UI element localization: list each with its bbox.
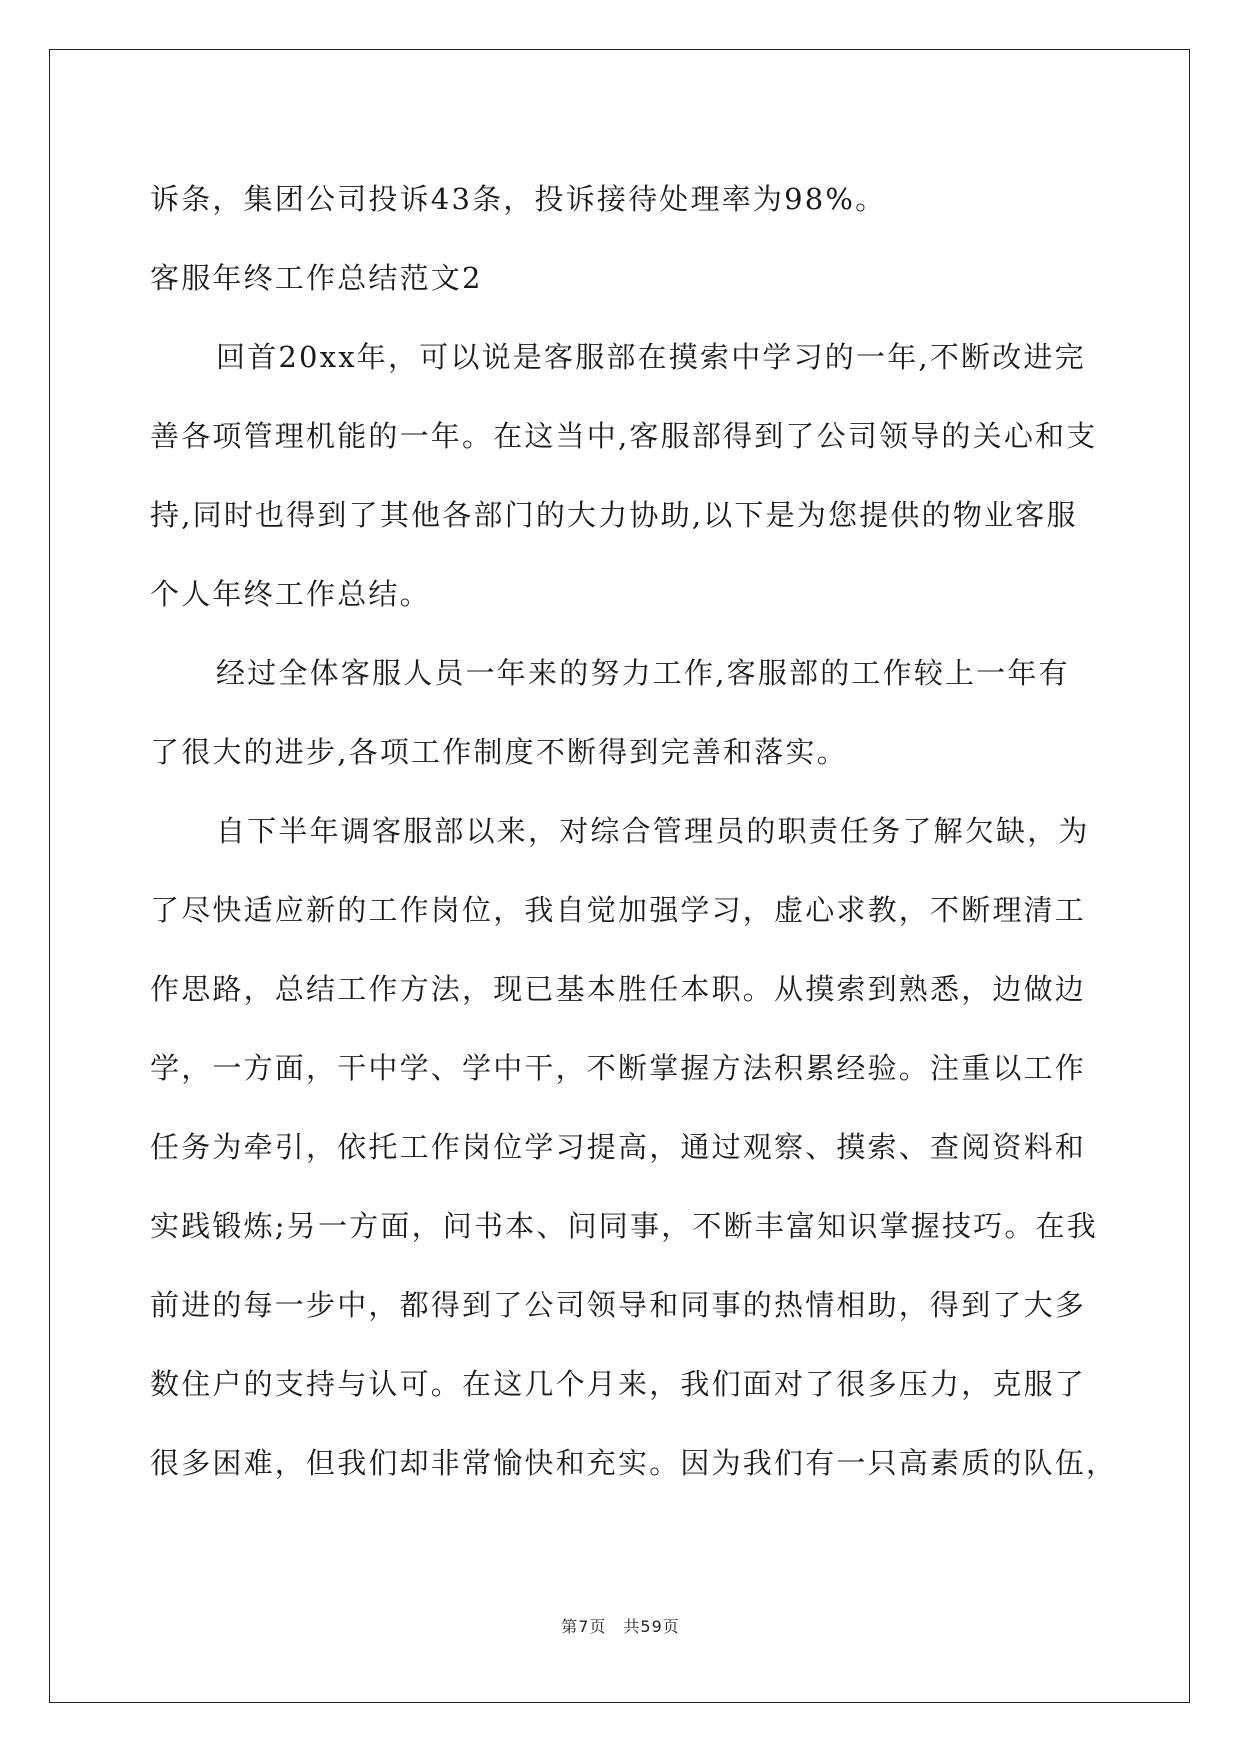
text-line: 个人年终工作总结。: [150, 577, 431, 611]
text-line: 很多困难，但我们却非常愉快和充实。因为我们有一只高素质的队伍，: [150, 1446, 1118, 1480]
text-line: 数住户的支持与认可。在这几个月来，我们面对了很多压力，克服了: [150, 1367, 1087, 1401]
paragraph-start-line: 自下半年调客服部以来，对综合管理员的职责任务了解欠缺，为: [216, 814, 1090, 848]
text-line: 诉条，集团公司投诉43条，投诉接待处理率为98%。: [150, 182, 887, 216]
paragraph-start-line: 经过全体客服人员一年来的努力工作,客服部的工作较上一年有: [216, 656, 1070, 690]
text-line: 作思路，总结工作方法，现已基本胜任本职。从摸索到熟悉，边做边: [150, 972, 1087, 1006]
section-heading: 客服年终工作总结范文2: [150, 261, 483, 295]
page-number-footer: 第7页 共59页: [561, 1617, 680, 1636]
text-line: 了很大的进步,各项工作制度不断得到完善和落实。: [150, 735, 848, 769]
document-body: [150, 160, 1118, 1503]
text-line: 持,同时也得到了其他各部门的大力协助,以下是为您提供的物业客服: [150, 498, 1078, 532]
text-line: 了尽快适应新的工作岗位，我自觉加强学习，虚心求教，不断理清工: [150, 893, 1087, 927]
text-line: 前进的每一步中，都得到了公司领导和同事的热情相助，得到了大多: [150, 1288, 1087, 1322]
text-line: 善各项管理机能的一年。在这当中,客服部得到了公司领导的关心和支: [150, 419, 1098, 453]
text-line: 实践锻炼;另一方面，问书本、问同事，不断丰富知识掌握技巧。在我: [150, 1209, 1098, 1243]
paragraph-start-line: 回首20xx年，可以说是客服部在摸索中学习的一年,不断改进完: [216, 340, 1086, 374]
text-line: 学，一方面，干中学、学中干，不断掌握方法积累经验。注重以工作: [150, 1051, 1087, 1085]
text-line: 任务为牵引，依托工作岗位学习提高，通过观察、摸索、查阅资料和: [150, 1130, 1087, 1164]
